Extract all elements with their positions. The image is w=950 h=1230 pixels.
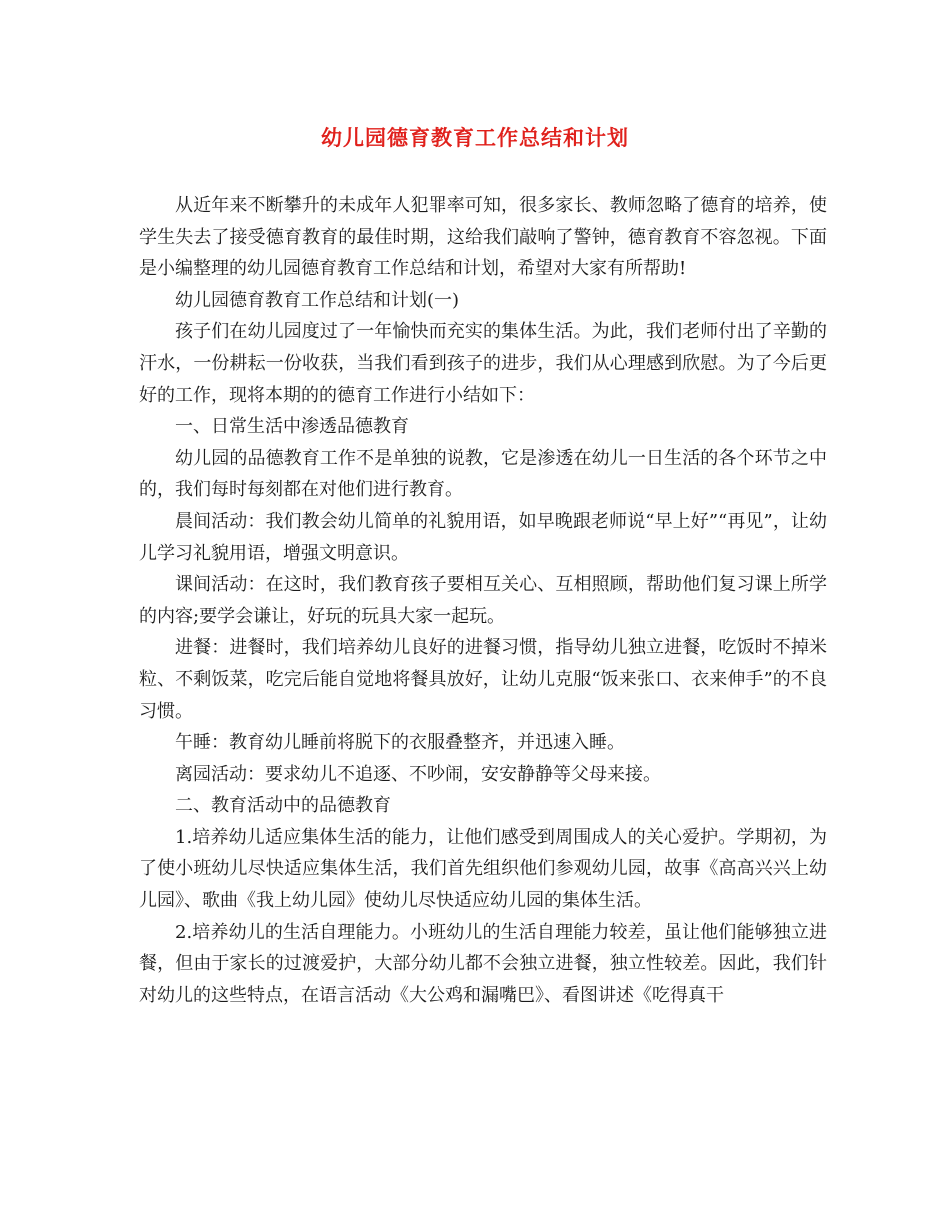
paragraph: 幼儿园的品德教育工作不是单独的说教，它是渗透在幼儿一日生活的各个环节之中的，我们每时每刻都在对他们进行教育。 xyxy=(139,447,827,501)
paragraph-item-2: 2.培养幼儿的生活自理能力。小班幼儿的生活自理能力较差，虽让他们能够独立进餐，但由于家长的过渡爱护，大部分幼儿都不会独立进餐，独立性较差。因此，我们针对幼儿的这些特点，在语言活动《大公鸡和漏嘴巴》、看图讲述《吃得真干 xyxy=(139,921,827,1006)
paragraph-nap: 午睡：教育幼儿睡前将脱下的衣服叠整齐，并迅速入睡。 xyxy=(175,732,625,754)
paragraph-item-1: 1.培养幼儿适应集体生活的能力，让他们感受到周围成人的关心爱护。学期初，为了使小班幼儿尽快适应集体生活，我们首先组织他们参观幼儿园，故事《高高兴兴上幼儿园》、歌曲《我上幼儿园》使幼儿尽快适应幼儿园的集体生活。 xyxy=(139,826,827,912)
paragraph: 孩子们在幼儿园度过了一年愉快而充实的集体生活。为此，我们老师付出了辛勤的汗水，一份耕耘一份收获，当我们看到孩子的进步，我们从心理感到欣慰。为了今后更好的工作，现将本期的的德育工作进行小结如下： xyxy=(139,321,827,406)
section-heading-daily-life: 一、日常生活中渗透品德教育 xyxy=(175,416,409,438)
document-title: 幼儿园德育教育工作总结和计划 xyxy=(321,126,629,150)
section-heading-part-one: 幼儿园德育教育工作总结和计划(一) xyxy=(175,289,460,311)
paragraph-break-activity: 课间活动：在这时，我们教育孩子要相互关心、互相照顾，帮助他们复习课上所学的内容;要学会谦让，好玩的玩具大家一起玩。 xyxy=(139,574,827,627)
paragraph-meal: 进餐：进餐时，我们培养幼儿良好的进餐习惯，指导幼儿独立进餐，吃饭时不掉米粒、不剩饭菜，吃完后能自觉地将餐具放好，让幼儿克服“饭来张口、衣来伸手”的不良习惯。 xyxy=(139,637,827,722)
paragraph-departure: 离园活动：要求幼儿不追逐、不吵闹，安安静静等父母来接。 xyxy=(175,763,661,785)
paragraph-morning-activity: 晨间活动：我们教会幼儿简单的礼貌用语，如早晚跟老师说“早上好”“再见”，让幼儿学习礼貌用语，增强文明意识。 xyxy=(139,510,827,564)
document-body xyxy=(139,190,827,1011)
section-heading-education-activity: 二、教育活动中的品德教育 xyxy=(175,795,391,817)
intro-paragraph: 从近年来不断攀升的未成年人犯罪率可知，很多家长、教师忽略了德育的培养，使学生失去了接受德育教育的最佳时期，这给我们敲响了警钟，德育教育不容忽视。下面是小编整理的幼儿园德育教育工作总结和计划，希望对大家有所帮助! xyxy=(139,195,827,280)
